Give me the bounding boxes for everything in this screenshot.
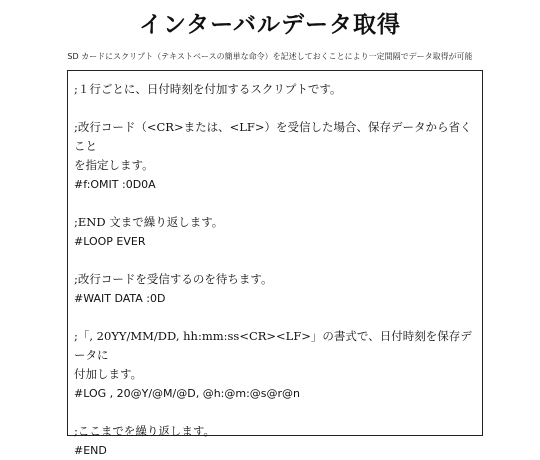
script-line: ;改行コードを受信するのを待ちます。 bbox=[74, 272, 273, 286]
script-line: #END bbox=[74, 444, 107, 457]
script-line: ;ここまでを繰り返します。 bbox=[74, 424, 215, 438]
page-subtitle: SD カードにスクリプト（テキストベースの簡単な命令）を記述しておくことにより一定間隔でデータ取得が可能 bbox=[67, 52, 473, 61]
script-line bbox=[74, 308, 476, 327]
script-listing-box bbox=[67, 70, 483, 457]
script-line: #LOG , 20@Y/@M/@D, @h:@m:@s@r@n bbox=[74, 387, 301, 400]
script-line: ;「, 20YY/MM/DD, hh:mm:ss<CR><LF>」の書式で、日付時刻を保存データに bbox=[74, 329, 472, 362]
script-line: #LOOP EVER bbox=[74, 235, 146, 248]
script-line bbox=[74, 99, 476, 118]
script-line: #f:OMIT :0D0A bbox=[74, 178, 156, 191]
script-line: を指定します。 bbox=[74, 158, 154, 172]
script-line: ;改行コード（<CR>または、<LF>）を受信した場合、保存データから省くこと bbox=[74, 120, 472, 153]
page-title: インターバルデータ取得 bbox=[139, 11, 401, 38]
script-line: ;END 文まで繰り返します。 bbox=[74, 215, 224, 229]
script-line bbox=[74, 251, 476, 270]
script-line bbox=[74, 403, 476, 422]
script-line: #WAIT DATA :0D bbox=[74, 292, 166, 305]
script-line: 付加します。 bbox=[74, 367, 143, 381]
script-line: ;１行ごとに、日付時刻を付加するスクリプトです。 bbox=[74, 82, 342, 96]
script-line bbox=[74, 194, 476, 213]
